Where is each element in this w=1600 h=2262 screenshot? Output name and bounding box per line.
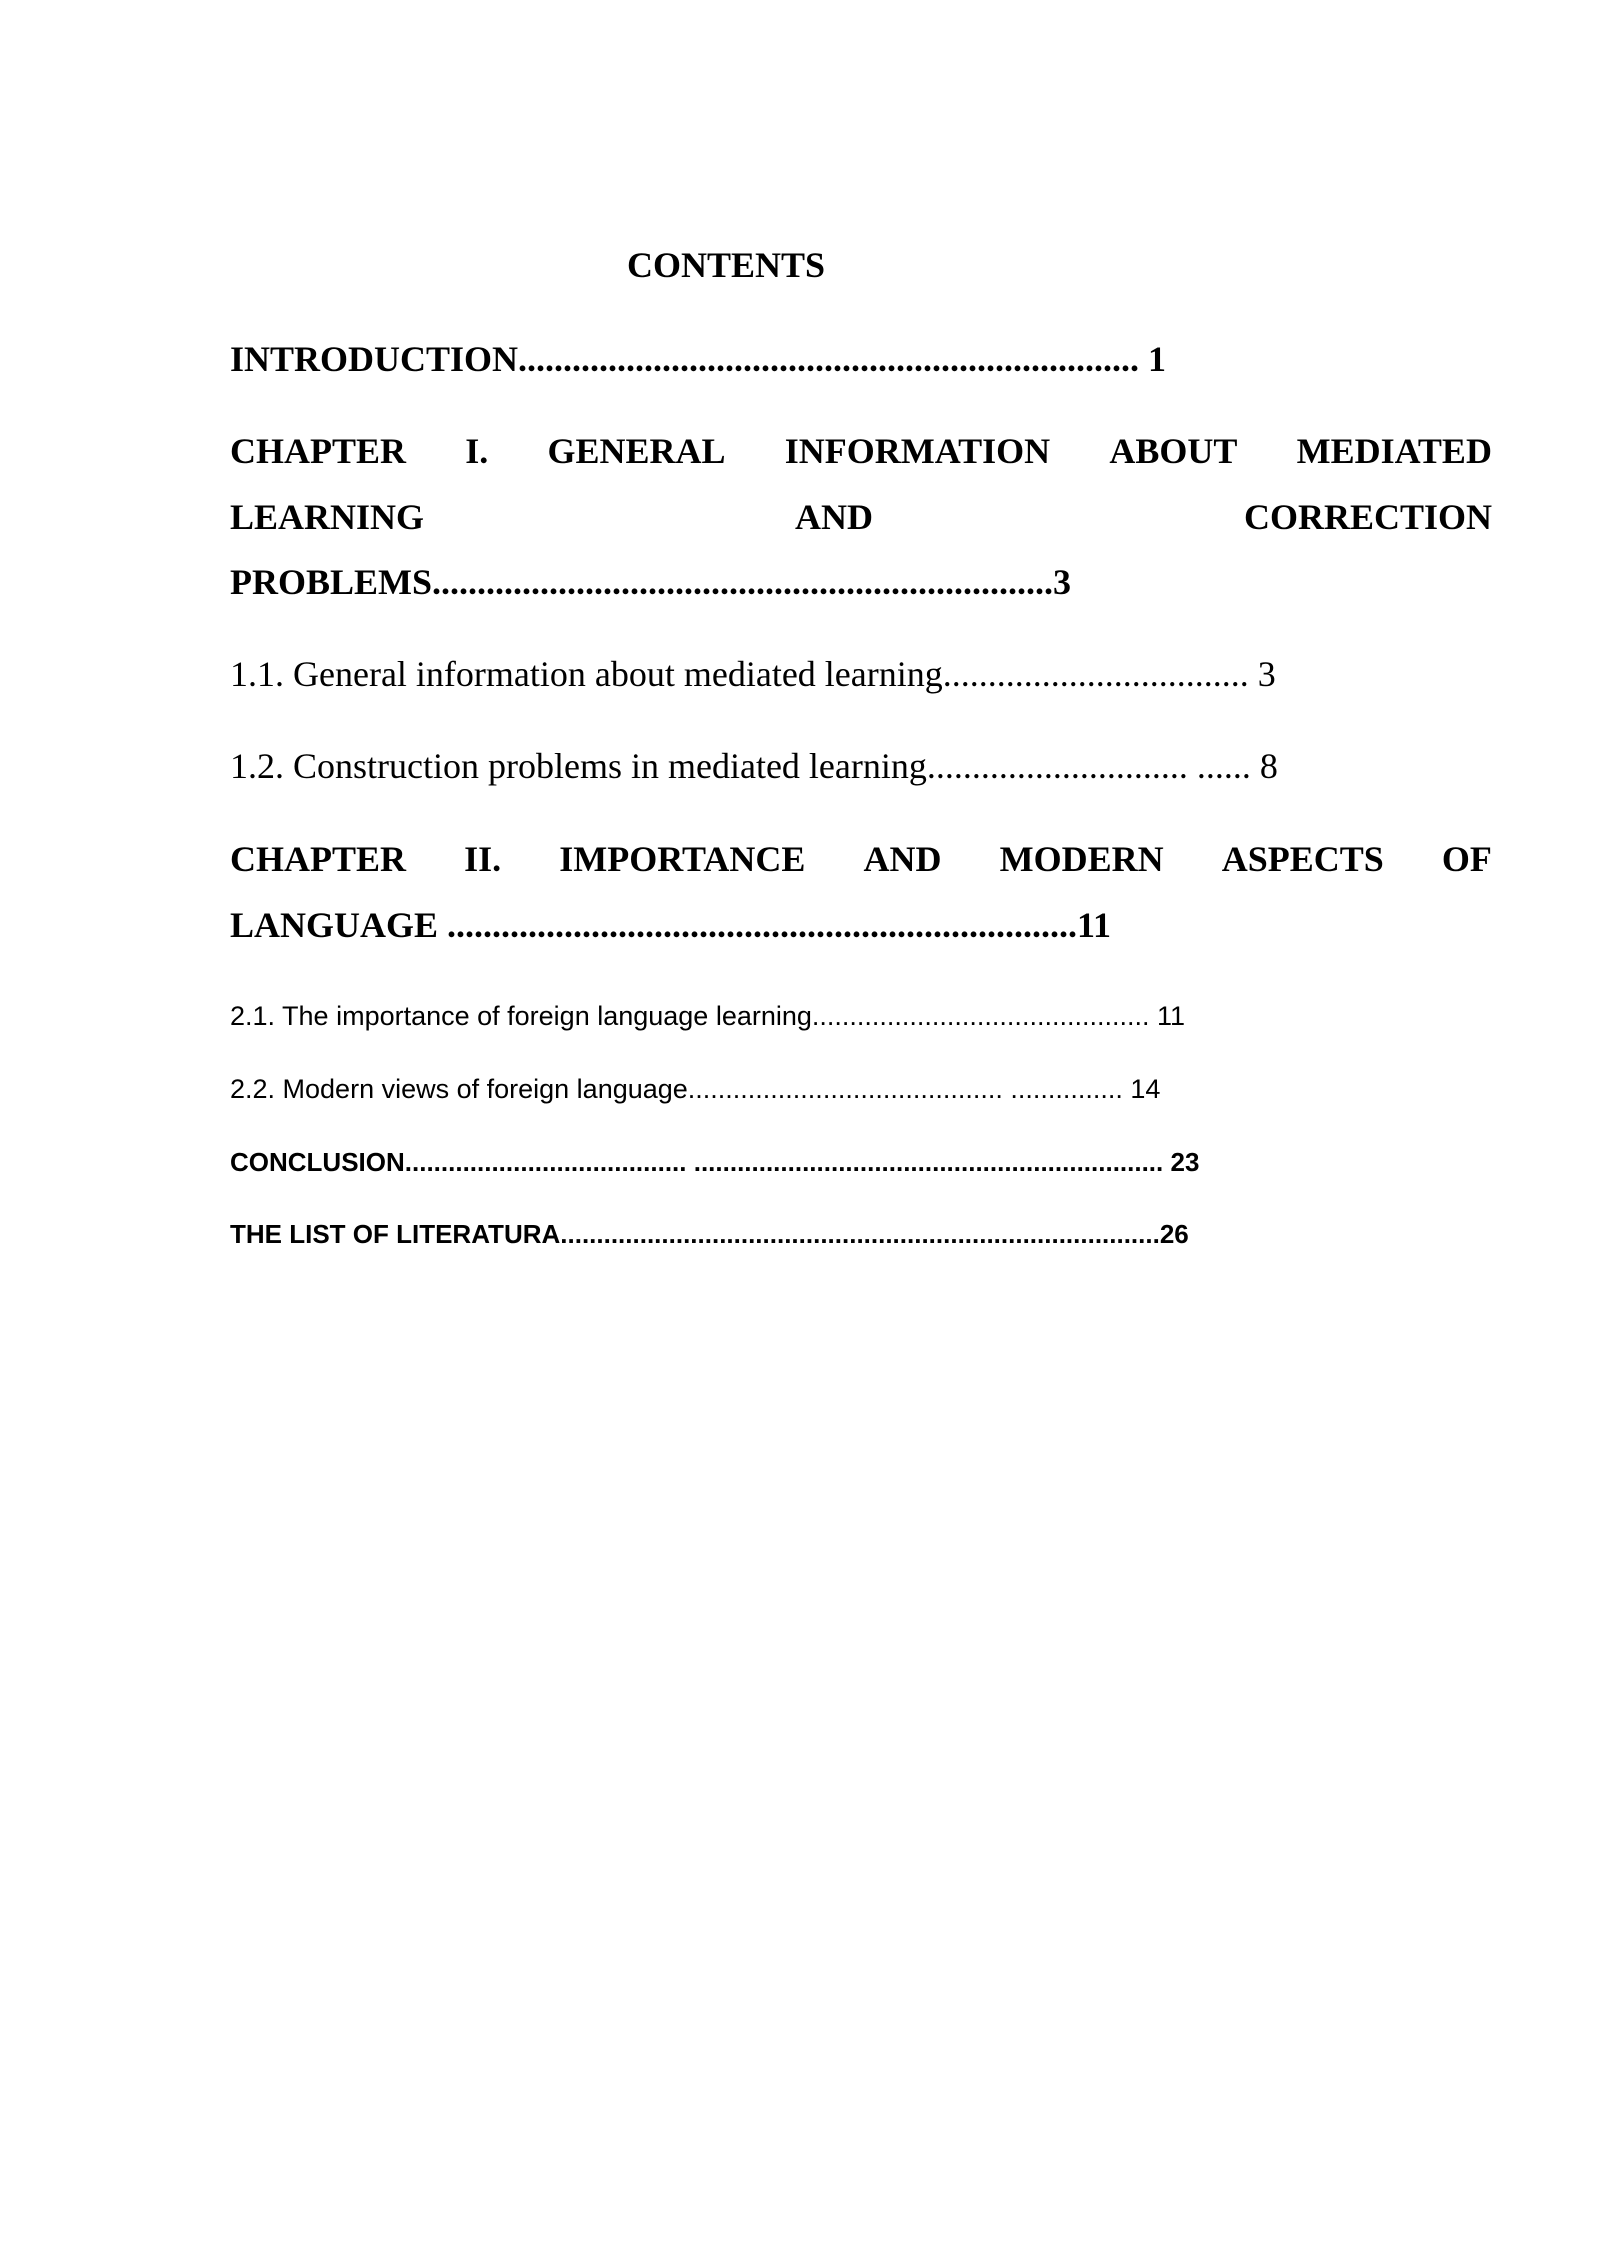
toc-entry-section-2-1: 2.1. The importance of foreign language learning............................................. 11 <box>230 1001 1185 1031</box>
toc-entry-section-2-2: 2.2. Modern views of foreign language.......................................... ............... 14 <box>230 1074 1161 1104</box>
chapter2-word: OF <box>1441 839 1492 879</box>
chapter2-word: MODERN <box>999 839 1164 879</box>
toc-entry-chapter2-line1 <box>230 838 1492 880</box>
toc-entry-section-1-1: 1.1. General information about mediated learning.................................. 3 <box>230 654 1276 694</box>
chapter1-word: INFORMATION <box>784 431 1051 471</box>
chapter1-word: MEDIATED <box>1296 431 1492 471</box>
toc-entry-conclusion: CONCLUSION....................................... ................................................................. 23 <box>230 1147 1200 1177</box>
chapter2-word: IMPORTANCE <box>559 839 806 879</box>
chapter1-word: CHAPTER <box>230 431 407 471</box>
chapter1-word: LEARNING <box>230 497 425 537</box>
chapter1-word: ABOUT <box>1109 431 1238 471</box>
toc-entry-introduction: INTRODUCTION..................................................................... 1 <box>230 339 1167 379</box>
contents-title: CONTENTS <box>627 245 826 285</box>
toc-entry-section-1-2: 1.2. Construction problems in mediated learning............................. ...... 8 <box>230 746 1278 786</box>
toc-entry-chapter1-line3: PROBLEMS.....................................................................3 <box>230 562 1072 602</box>
chapter1-word: GENERAL <box>547 431 726 471</box>
toc-entry-chapter1-line2 <box>230 496 1492 538</box>
chapter1-word: I. <box>465 431 489 471</box>
chapter2-word: II. <box>464 839 502 879</box>
chapter1-word: CORRECTION <box>1243 497 1492 537</box>
toc-entry-chapter2-line2: LANGUAGE ......................................................................11 <box>230 905 1112 945</box>
toc-entry-literature: THE LIST OF LITERATURA...................................................................................26 <box>230 1219 1189 1249</box>
chapter2-word: ASPECTS <box>1221 839 1384 879</box>
chapter2-word: CHAPTER <box>230 839 407 879</box>
chapter1-word: AND <box>795 497 873 537</box>
toc-entry-chapter1-line1 <box>230 430 1492 472</box>
chapter2-word: AND <box>863 839 942 879</box>
